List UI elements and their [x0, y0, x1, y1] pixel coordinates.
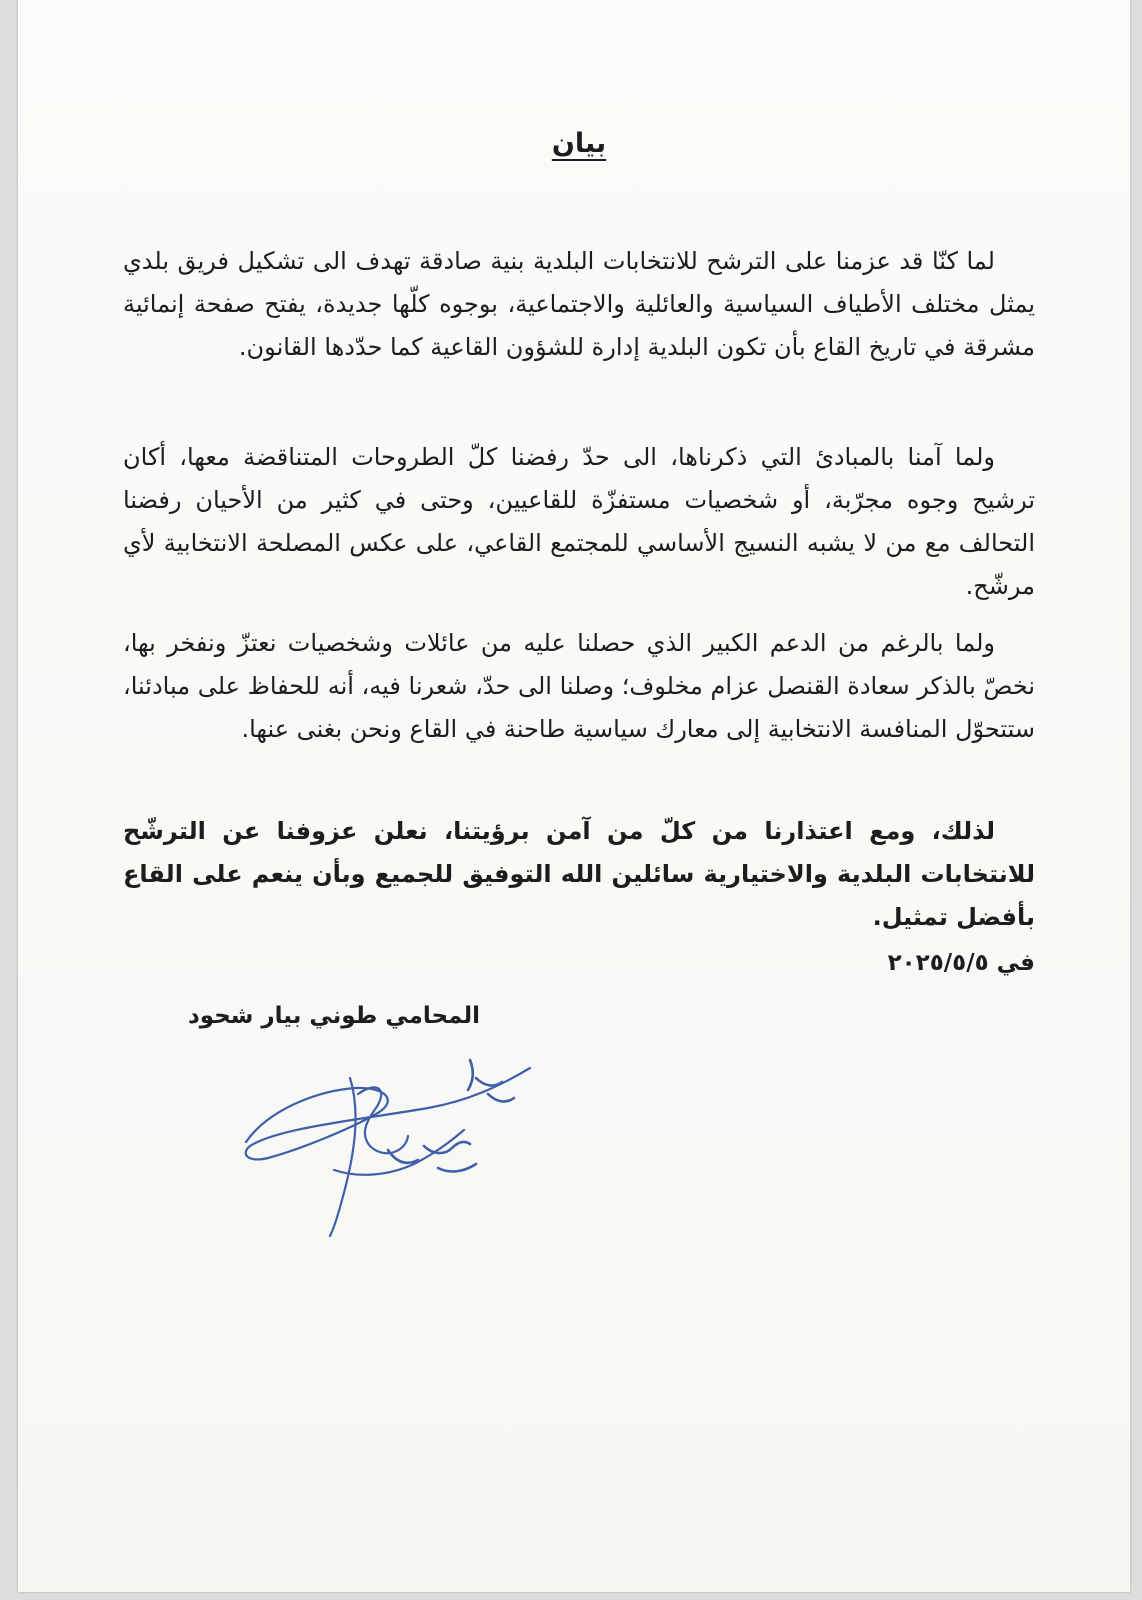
signer-name: المحامي طوني بيار شحود	[188, 1003, 480, 1029]
signature-main-loop	[246, 1068, 530, 1159]
date-line: في ٢٠٢٥/٥/٥	[887, 950, 1035, 976]
paragraph-intro: لما كنّا قد عزمنا على الترشح للانتخابات البلدية بنية صادقة تهدف الى تشكيل فريق بلدي يمثل مختلف الأطياف السياسية والعائلية والاجتماعية، بوجوه كلّها جديدة، يفتح صفحة إنمائية مشرقة في تاريخ القاع بأن تكون البلدية إدارة للشؤون القاعية كما حدّدها القانون.	[123, 247, 1035, 361]
signature-vertical-stroke	[330, 1078, 356, 1236]
paragraph-conclusion: لذلك، ومع اعتذارنا من كلّ من آمن برؤيتنا، نعلن عزوفنا عن الترشّح للانتخابات البلدية والاختيارية سائلين الله التوفيق للجميع وبأن ينعم على القاع بأفضل تمثيل.	[123, 817, 1035, 931]
paragraph-support: ولما بالرغم من الدعم الكبير الذي حصلنا عليه من عائلات وشخصيات نعتزّ ونفخر بها، نخصّ بالذكر سعادة القنصل عزام مخلوف؛ وصلنا الى حدّ، شعرنا فيه، أنه للحفاظ على مبادئنا، ستتحوّل المنافسة الانتخابية إلى معارك سياسية طاحنة في القاع ونحن بغنى عنها.	[123, 629, 1035, 743]
signature-handwriting-bottom	[388, 1142, 476, 1172]
handwritten-signature	[238, 1050, 538, 1240]
paragraph-principles: ولما آمنا بالمبادئ التي ذكرناها، الى حدّ رفضنا كلّ الطروحات المتناقضة معها، أكان ترشيح وجوه مجرّبة، أو شخصيات مستفزّة للقاعيين، وحتى في كثير من الأحيان رفضنا التحالف مع من لا يشبه النسيج الأساسي للمجتمع القاعي، على عكس المصلحة الانتخابية لأي مرشّح.	[123, 443, 1035, 600]
document-page	[18, 0, 1130, 1592]
page-title: بيان	[551, 128, 607, 159]
